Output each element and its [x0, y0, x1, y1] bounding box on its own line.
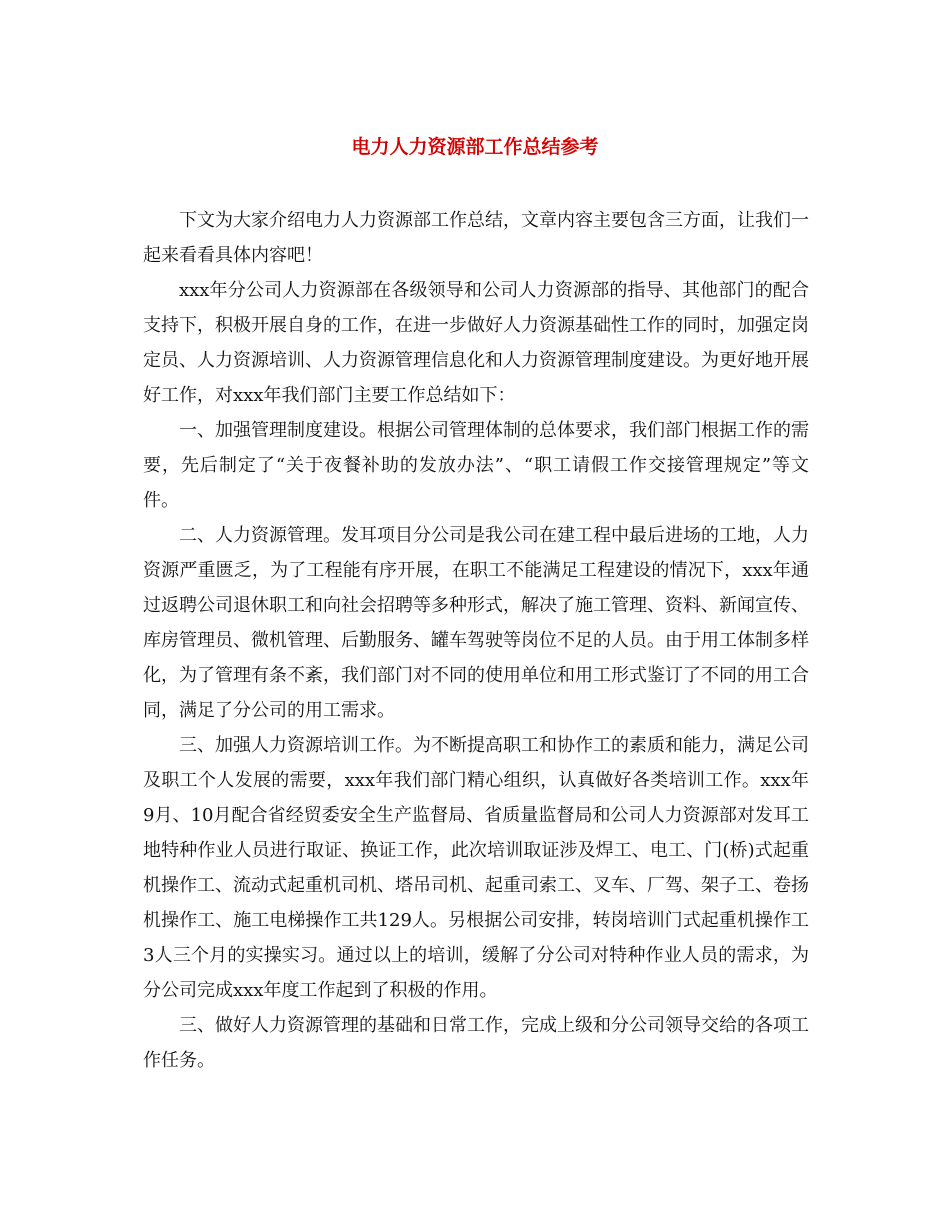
paragraph-intro: 下文为大家介绍电力人力资源部工作总结，文章内容主要包含三方面，让我们一起来看看具体内容吧！	[143, 210, 809, 266]
paragraph-overview: xxx年分公司人力资源部在各级领导和公司人力资源部的指导、其他部门的配合支持下，积极开展自身的工作，在进一步做好人力资源基础性工作的同时，加强定岗定员、人力资源培训、人力资源管理信息化和人力资源管理制度建设。为更好地开展好工作，对xxx年我们部门主要工作总结如下：	[143, 280, 809, 406]
paragraph-section-3: 三、加强人力资源培训工作。为不断提高职工和协作工的素质和能力，满足公司及职工个人发展的需要，xxx年我们部门精心组织，认真做好各类培训工作。xxx年9月、10月配合省经贸委安全生产监督局、省质量监督局和公司人力资源部对发耳工地特种作业人员进行取证、换证工作，此次培训取证涉及焊工、电工、门(桥)式起重机操作工、流动式起重机司机、塔吊司机、起重司索工、叉车、厂驾、架子工、卷扬机操作工、施工电梯操作工共129人。另根据公司安排，转岗培训门式起重机操作工3人三个月的实操实习。通过以上的培训，缓解了分公司对特种作业人员的需求，为分公司完成xxx年度工作起到了积极的作用。	[143, 735, 809, 1001]
document-body	[143, 203, 809, 1078]
document-title: 电力人力资源部工作总结参考	[351, 136, 599, 158]
paragraph-section-2: 二、人力资源管理。发耳项目分公司是我公司在建工程中最后进场的工地，人力资源严重匮乏，为了工程能有序开展，在职工不能满足工程建设的情况下，xxx年通过返聘公司退休职工和向社会招聘等多种形式，解决了施工管理、资料、新闻宣传、库房管理员、微机管理、后勤服务、罐车驾驶等岗位不足的人员。由于用工体制多样化，为了管理有条不紊，我们部门对不同的使用单位和用工形式鉴订了不同的用工合同，满足了分公司的用工需求。	[143, 525, 809, 721]
paragraph-section-3b: 三、做好人力资源管理的基础和日常工作，完成上级和分公司领导交给的各项工作任务。	[143, 1015, 809, 1071]
paragraph-section-1: 一、加强管理制度建设。根据公司管理体制的总体要求，我们部门根据工作的需要，先后制定了“关于夜餐补助的发放办法”、“职工请假工作交接管理规定”等文件。	[143, 420, 809, 511]
